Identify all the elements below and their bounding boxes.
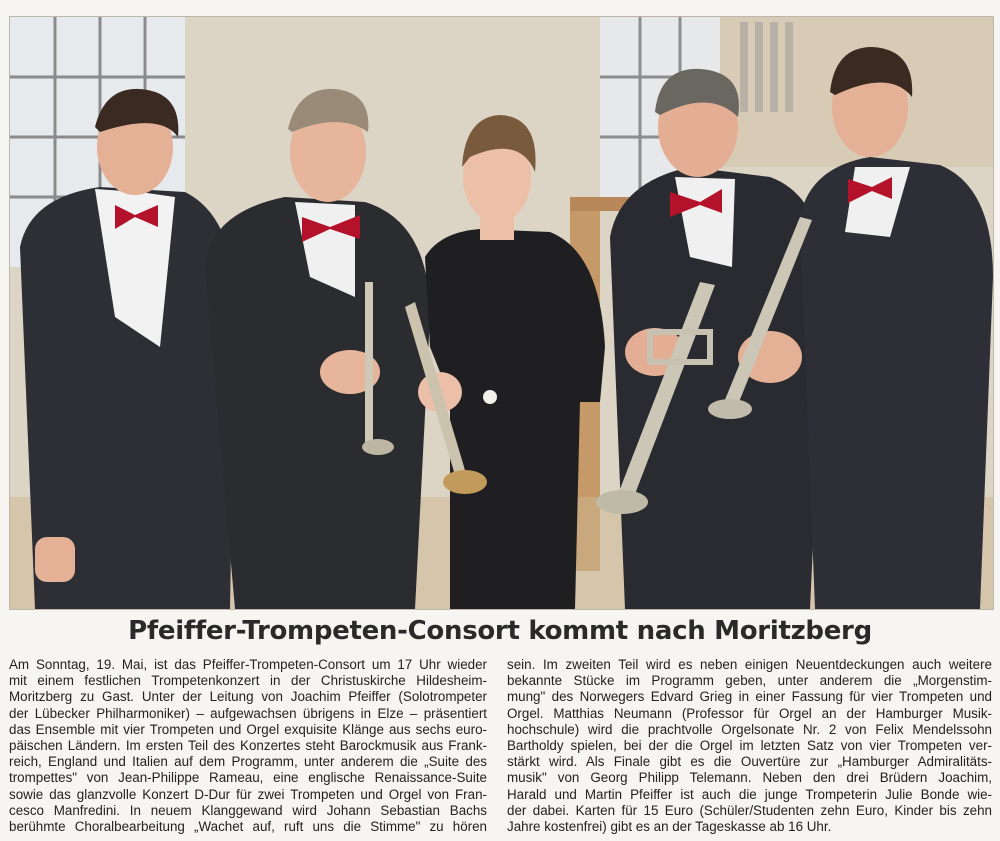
text-line: sowie das glanzvolle Konzert D-Dur für zwei Trompeten und Orgel von Fran-	[9, 786, 487, 802]
text-line: Harald und Martin Pfeiffer ist auch die junge Trompeterin Julie Bonde wie-	[507, 786, 992, 802]
text-line: berühmte Choralbearbeitung „Wachet auf, ruft uns die Stimme" zu hören	[9, 819, 487, 835]
text-line: der dabei. Karten für 15 Euro (Schüler/Studenten zehn Euro, Kinder bis zehn	[507, 802, 992, 818]
text-line: sein. Im zweiten Teil wird es neben einigen Neuentdeckungen auch weitere	[507, 657, 992, 672]
article-body	[9, 657, 992, 837]
text-line: musik" von Georg Philipp Telemann. Neben den drei Brüdern Joachim,	[507, 770, 992, 786]
text-line: Bartholdy spielen, bei der die Orgel im letzten Satz von vier Trompeten ver-	[507, 738, 992, 754]
text-line: Orgel. Matthias Neumann (Professor für Orgel an der Hamburger Musik-	[507, 705, 992, 721]
article-photo	[9, 16, 994, 610]
text-line: trompettes" von Jean-Philippe Rameau, eine englische Renaissance-Suite	[9, 770, 487, 786]
text-line: reich, England und Italien auf dem Programm, unter anderem die „Suite des	[9, 754, 487, 770]
text-line: Jahre kostenfrei) gibt es an der Tageskasse ab 16 Uhr.	[507, 819, 832, 835]
text-line: Moritzberg zu Gast. Unter der Leitung von Joachim Pfeiffer (Solotrompeter	[9, 689, 487, 705]
group-photo-illustration	[10, 17, 993, 609]
text-line: mit einem festlichen Trompetenkonzert in der Christuskirche Hildesheim-	[9, 673, 487, 689]
article-column-right	[507, 657, 992, 835]
text-line: stärkt wird. Als Finale gibt es die Ouvertüre zur „Hamburger Admiralitäts-	[507, 754, 992, 770]
text-line: der Lübecker Philharmoniker) – aufgewachsen übrigens in Elze – präsentiert	[9, 705, 487, 721]
text-line: bekannte Stücke im Programm geben, unter anderem die „Morgenstim-	[507, 673, 992, 689]
text-line: hochschule) wird die prachtvolle Orgelsonate Nr. 2 von Felix Mendelssohn	[507, 721, 992, 737]
text-line: cesco Manfredini. In neuem Klanggewand wird Johann Sebastian Bachs	[9, 802, 487, 818]
text-line: mung" des Norwegers Edvard Grieg in einer Fassung für vier Trompeten und	[507, 689, 992, 705]
text-line: Am Sonntag, 19. Mai, ist das Pfeiffer-Trompeten-Consort um 17 Uhr wieder	[9, 657, 487, 672]
text-line: päischen Ländern. Im ersten Teil des Konzertes steht Barockmusik aus Frank-	[9, 738, 487, 754]
text-line: das Ensemble mit vier Trompeten und Orgel exquisite Klänge aus sechs euro-	[9, 721, 487, 737]
headline: Pfeiffer-Trompeten-Consort kommt nach Moritzberg	[128, 616, 872, 646]
article-column-left	[9, 657, 487, 835]
